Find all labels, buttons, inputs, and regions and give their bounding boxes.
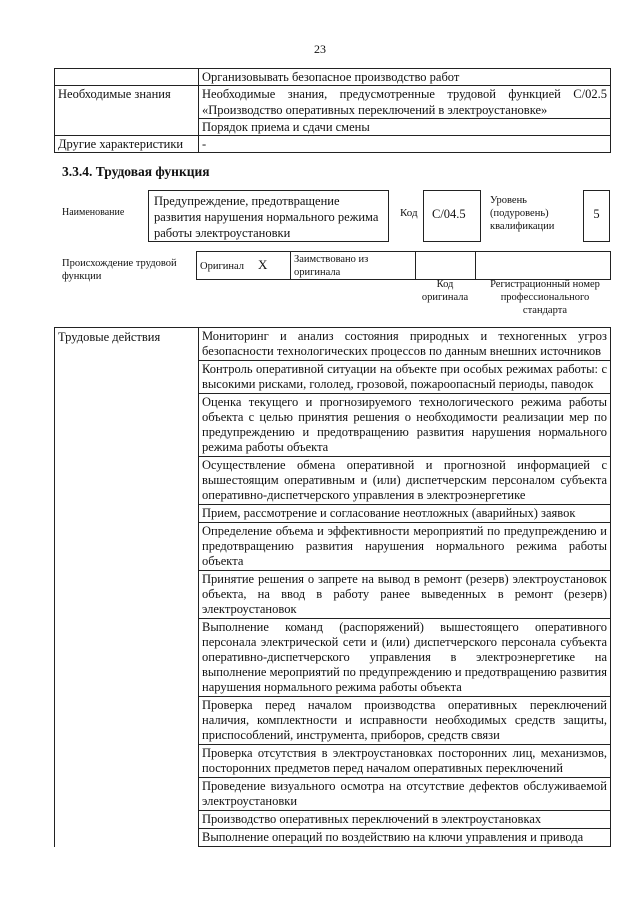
table-row [55, 86, 611, 119]
row-label [55, 119, 199, 136]
table-row [55, 119, 611, 136]
origin-table [196, 251, 611, 280]
labor-action-item: Контроль оперативной ситуации на объекте при особых режимах работы: с высокими рисками, гололед, грозовой, пожароопасный периоды, паводок [199, 361, 611, 394]
function-code: С/04.5 [423, 190, 481, 242]
table-row [55, 328, 611, 361]
original-label: Оригинал [200, 261, 244, 272]
table-row [197, 252, 611, 280]
row-label: Необходимые знания [55, 86, 199, 119]
labor-action-item: Оценка текущего и прогнозируемого технологического режима работы объекта с целью принятия решения о необходимости реализации мер по предупреждению и предотвращению развития нарушения нормального режима работы объекта [199, 394, 611, 457]
requirements-table [54, 68, 611, 153]
original-cell [197, 252, 291, 280]
name-label: Наименование [62, 207, 125, 218]
code-label: Код [400, 207, 418, 219]
labor-action-item: Производство оперативных переключений в электроустановках [199, 811, 611, 829]
table-row [55, 136, 611, 153]
row-label [55, 69, 199, 86]
labor-action-item: Принятие решения о запрете на вывод в ремонт (резерв) электроустановок объекта, на ввод в работу ранее выведенных в ремонт (резерв) электроустановок [199, 571, 611, 619]
labor-action-item: Прием, рассмотрение и согласование неотложных (аварийных) заявок [199, 505, 611, 523]
labor-action-item: Выполнение команд (распоряжений) вышестоящего оперативного персонала электрической сети и (или) диспетчерского персонала субъекта оперативно-диспетчерского управления в электроэнергетике на выполнение мероприятий по предупреждению и предотвращению развития нарушения нормального режима работы объекта [199, 619, 611, 697]
borrowed-label: Заимствовано из оригинала [291, 252, 416, 280]
reg-number-cell [476, 252, 611, 280]
labor-action-item: Осуществление обмена оперативной и прогнозной информацией с вышестоящим оперативным и (или) диспетчерским персоналом субъекта оперативно-диспетчерского управления в электроэнергетике [199, 457, 611, 505]
original-code-cell [416, 252, 476, 280]
qualification-level: 5 [583, 190, 610, 242]
row-value: Организовывать безопасное производство работ [199, 69, 611, 86]
labor-action-item: Проведение визуального осмотра на отсутствие дефектов обслуживаемой электроустановки [199, 778, 611, 811]
row-value: Необходимые знания, предусмотренные трудовой функцией С/02.5 «Производство оперативных переключений в электроустановке» [199, 86, 611, 119]
row-label: Другие характеристики [55, 136, 199, 153]
code-original-caption: Код оригинала [421, 279, 469, 303]
labor-action-item: Мониторинг и анализ состояния природных и техногенных угроз безопасности технологических процессов по данным внешних источников [199, 328, 611, 361]
labor-actions-table [54, 327, 611, 847]
registration-number-caption: Регистрационный номер профессионального стандарта [490, 279, 600, 316]
level-label: Уровень (подуровень) квалификации [490, 195, 555, 232]
labor-action-item: Проверка отсутствия в электроустановках посторонних лиц, механизмов, посторонних предметов перед началом оперативных переключений [199, 745, 611, 778]
labor-action-item: Проверка перед началом производства оперативных переключений наличия, комплектности и исправности необходимых средств защиты, приспособлений, инструмента, приборов, средств связи [199, 697, 611, 745]
labor-action-item: Выполнение операций по воздействию на ключи управления и привода [199, 829, 611, 847]
page-number: 23 [314, 42, 326, 56]
row-value: Порядок приема и сдачи смены [199, 119, 611, 136]
function-name: Предупреждение, предотвращение развития нарушения нормального режима работы электроустановки [148, 190, 389, 242]
original-mark: X [258, 257, 268, 272]
origin-label: Происхождение трудовой функции [62, 258, 177, 282]
row-value: - [199, 136, 611, 153]
actions-label: Трудовые действия [55, 328, 199, 847]
labor-action-item: Определение объема и эффективности мероприятий по предупреждению и предотвращению развития нарушения нормального режима работы объекта [199, 523, 611, 571]
section-title: 3.3.4. Трудовая функция [62, 164, 210, 179]
table-row [55, 69, 611, 86]
